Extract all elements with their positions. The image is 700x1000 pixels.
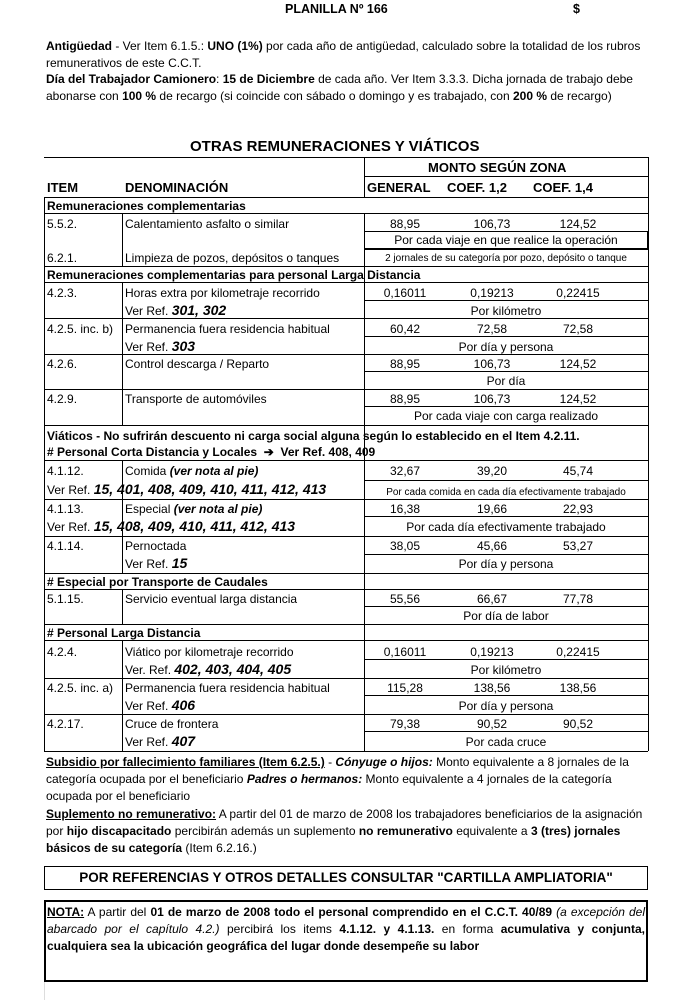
denominacion: Limpieza de pozos, depósitos o tanques [125, 251, 340, 265]
grid-line [44, 624, 648, 625]
value-coef14: 72,58 [562, 322, 594, 336]
value-coef12: 19,66 [476, 502, 508, 516]
value-general: 16,38 [389, 502, 421, 516]
value-coef14: 124,52 [559, 217, 597, 231]
reference-numbers: 406 [171, 697, 196, 713]
grid-line [44, 197, 45, 751]
row-note: Por día y persona [458, 557, 554, 571]
reference [125, 734, 195, 749]
item-code: 4.2.3. [47, 286, 78, 300]
value-coef14: 0,22415 [556, 645, 600, 659]
grid-line [44, 640, 648, 641]
value-coef14: 138,56 [559, 681, 597, 695]
grid-line [364, 249, 648, 250]
value-general: 88,95 [389, 357, 421, 371]
grid-line [122, 640, 123, 751]
dia-camionero-text-c: de recargo (si coincide con sábado o domingo y es trabajado, con [156, 89, 513, 103]
suplemento-text-d: (Item 6.2.16.) [182, 841, 257, 855]
suplemento-hijo: hijo discapacitado [66, 824, 172, 838]
subsidio-text-b: Monto equivalente a 8 jornales de la categoría ocupada por el beneficiario [46, 755, 629, 786]
reference-prefix: Ver Ref. [125, 304, 172, 318]
value-coef12: 106,73 [473, 217, 511, 231]
nota-acumulativa: acumulativa y conjunta, cualquiera sea la ubicación geográfica del lugar donde desempeñe su labor [47, 922, 645, 953]
item-code: 5.1.15. [47, 592, 84, 606]
grid-line [44, 678, 648, 679]
reference-prefix: Ver Ref. [47, 520, 94, 534]
reference [125, 303, 226, 318]
item-code: 4.2.5. inc. a) [47, 681, 114, 695]
subsidio-label: Subsidio por fallecimiento familiares (Item 6.2.5.) [46, 755, 325, 769]
nota-text-c: en forma [434, 922, 501, 936]
grid-line [122, 213, 123, 266]
value-coef12: 0,19213 [470, 645, 514, 659]
grid-line [122, 460, 123, 573]
grid-line [364, 371, 648, 372]
denominacion: Permanencia fuera residencia habitual [125, 681, 330, 695]
value-coef14: 90,52 [562, 717, 594, 731]
value-coef14: 0,22415 [556, 286, 600, 300]
denominacion: Cruce de frontera [125, 717, 219, 731]
section-larga-distancia: Remuneraciones complementarias para personal Larga Distancia [47, 268, 421, 282]
suplemento-text-a: A partir del 01 de marzo de 2008 los trabajadores beneficiarios de la asignación por [46, 807, 643, 838]
suplemento-jornales: 3 (tres) jornales básicos de su categoría [46, 824, 621, 855]
denominacion: Horas extra por kilometraje recorrido [125, 286, 320, 300]
row-note: Por día y persona [458, 699, 554, 713]
antiguedad-label: Antigüedad [46, 39, 112, 53]
reference-numbers: 15, 401, 408, 409, 410, 411, 412, 413 [93, 481, 327, 497]
reference-numbers: 402, 403, 404, 405 [174, 661, 292, 677]
reference [125, 662, 291, 677]
reference-numbers: 407 [171, 733, 196, 749]
denominacion: Calentamiento asfalto o similar [125, 217, 290, 231]
dia-camionero-label: Día del Trabajador Camionero [46, 72, 217, 86]
antiguedad-text-a: - Ver Item 6.1.5.: [112, 39, 208, 53]
section-corta-label: # Personal Corta Distancia y Locales [47, 445, 258, 459]
grid-line [44, 197, 648, 198]
row-note: Por día [486, 374, 526, 388]
dia-camionero-paragraph [46, 71, 656, 105]
row-note: 2 jornales de su categoría por pozo, depósito o tanque [385, 253, 627, 264]
suplemento-no-remunerativo: no remunerativo [358, 824, 453, 838]
reference [125, 339, 195, 354]
value-general: 79,38 [389, 717, 421, 731]
nota-label: NOTA: [47, 905, 85, 919]
grid-line [122, 589, 123, 624]
dia-camionero-text-d: de recargo) [547, 89, 612, 103]
row-note: Por día y persona [458, 340, 554, 354]
reference [47, 482, 326, 497]
suplemento-text-c: equivalente a [452, 824, 531, 838]
value-coef12: 66,67 [476, 592, 508, 606]
item-code: 4.2.6. [47, 357, 78, 371]
item-code: 4.2.9. [47, 392, 78, 406]
col-denominacion-header: DENOMINACIÓN [125, 180, 229, 195]
subsidio-text-a: - [324, 755, 336, 769]
grid-line [364, 695, 648, 696]
item-code: 4.2.4. [47, 645, 78, 659]
suplemento-paragraph [46, 806, 646, 857]
value-general: 0,16011 [383, 286, 427, 300]
nota-excepcion: (a excepción del abarcado por el capítulo 4.2.) [47, 905, 646, 936]
value-general: 32,67 [389, 464, 421, 478]
value-coef14: 22,93 [562, 502, 594, 516]
dia-camionero-200: 200 % [512, 89, 548, 103]
grid-line [44, 389, 648, 390]
grid-line [364, 480, 648, 481]
grid-line [44, 499, 648, 500]
value-general: 88,95 [389, 217, 421, 231]
banner-text: POR REFERENCIAS Y OTROS DETALLES CONSULTAR "CARTILLA AMPLIATORIA" [79, 870, 613, 885]
value-general: 38,05 [389, 539, 421, 553]
item-code: 4.2.17. [47, 717, 84, 731]
grid-line [44, 714, 648, 715]
dia-camionero-date: 15 de Diciembre [222, 72, 315, 86]
denominacion-note: (ver nota al pie) [169, 464, 259, 478]
value-coef14: 124,52 [559, 357, 597, 371]
reference-numbers: 301, 302 [171, 302, 227, 318]
grid-line [364, 300, 648, 301]
value-coef14: 53,27 [562, 539, 594, 553]
denominacion: Transporte de automóviles [125, 392, 267, 406]
grid-line [44, 573, 648, 574]
item-code: 4.1.12. [47, 464, 84, 478]
grid-line [44, 157, 648, 158]
viaticos-note: Viáticos - No sufrirán descuento ni carga social alguna según lo establecido en el Item 4.2.11. [47, 429, 580, 443]
value-coef12: 106,73 [473, 392, 511, 406]
row-note: Por cada día efectivamente trabajado [406, 520, 606, 534]
value-coef14: 77,78 [562, 592, 594, 606]
denominacion [125, 502, 262, 516]
grid-line [44, 213, 648, 214]
row-note: Por cada cruce [465, 735, 547, 749]
table-title: OTRAS REMUNERACIONES Y VIÁTICOS [190, 138, 480, 155]
row-note: Por cada viaje con carga realizado [413, 409, 599, 423]
nota-text-a: A partir del [84, 905, 151, 919]
grid-line [44, 425, 648, 426]
antiguedad-percent: UNO (1%) [207, 39, 263, 53]
grid-line [648, 157, 649, 751]
denominacion-text: Comida [125, 464, 170, 478]
item-code: 4.2.5. inc. b) [47, 322, 114, 336]
grid-line [364, 336, 648, 337]
value-general: 0,16011 [383, 645, 427, 659]
section-remuneraciones-complementarias: Remuneraciones complementarias [47, 199, 246, 213]
subsidio-text-c: Monto equivalente a 4 jornales de la categoría ocupada por el beneficiario [46, 772, 612, 803]
grid-line [44, 266, 648, 267]
grid-line [44, 751, 648, 752]
antiguedad-text-b: por cada año de antigüedad, calculado sobre la totalidad de los rubros remunerativos de este C.C.T. [46, 39, 641, 70]
subsidio-conyuge: Cónyuge o hijos: [335, 755, 433, 769]
reference-prefix: Ver Ref. [47, 483, 94, 497]
reference [47, 519, 295, 534]
value-general: 88,95 [389, 392, 421, 406]
value-coef12: 0,19213 [470, 286, 514, 300]
reference-prefix: Ver. Ref. [125, 663, 175, 677]
nota-text-b: percibirá los items [219, 922, 340, 936]
value-general: 55,56 [389, 592, 421, 606]
page-margin-line [44, 982, 649, 1000]
value-coef14: 124,52 [559, 392, 597, 406]
value-coef12: 90,52 [476, 717, 508, 731]
denominacion: Permanencia fuera residencia habitual [125, 322, 330, 336]
denominacion-text: Especial [125, 502, 174, 516]
page-title: PLANILLA Nº 166 [285, 2, 388, 16]
reference-prefix: Ver Ref. [125, 557, 172, 571]
nota-date: 01 de marzo de 2008 [150, 905, 271, 919]
col-item-header: ITEM [47, 180, 79, 195]
nota-personal: todo el personal comprendido en el C.C.T. 40/89 [270, 905, 553, 919]
grid-line [44, 354, 648, 355]
section-caudales: # Especial por Transporte de Caudales [47, 575, 268, 589]
grid-line [44, 318, 648, 319]
reference-prefix: Ver Ref. [125, 340, 172, 354]
denominacion: Control descarga / Reparto [125, 357, 270, 371]
denominacion: Viático por kilometraje recorrido [125, 645, 294, 659]
grid-line [364, 606, 648, 607]
reference-numbers: 303 [171, 338, 196, 354]
row-note: Por kilómetro [470, 304, 542, 318]
section-corta-ref: Ver Ref. 408, 409 [280, 445, 376, 459]
value-coef12: 138,56 [473, 681, 511, 695]
denominacion: Pernoctada [125, 539, 187, 553]
grid-line [364, 406, 648, 407]
grid-line [364, 659, 648, 660]
value-general: 115,28 [387, 681, 423, 695]
value-coef12: 39,20 [476, 464, 508, 478]
dia-camionero-text-a: : [216, 72, 223, 86]
section-personal-larga-distancia: # Personal Larga Distancia [47, 626, 201, 640]
row-note: Por cada viaje en que realice la operación [394, 233, 618, 247]
item-code: 4.1.14. [47, 539, 84, 553]
reference-prefix: Ver Ref. [125, 735, 172, 749]
grid-line [44, 460, 648, 461]
suplemento-text-b: percibirán además un suplemento [171, 824, 359, 838]
grid-line [44, 589, 648, 590]
dia-camionero-text-b: de cada año. Ver Item 3.3.3. Dicha jornada de trabajo debe abonarse con [46, 72, 633, 103]
reference-numbers: 15 [171, 555, 188, 571]
arrow-right-icon: ➔ [263, 445, 274, 459]
section-corta-distancia [47, 445, 375, 459]
denominacion: Servicio eventual larga distancia [125, 592, 298, 606]
item-code: 5.5.2. [47, 217, 78, 231]
subsidio-paragraph [46, 754, 646, 805]
grid-line [364, 731, 648, 732]
grid-line [44, 282, 648, 283]
nota-paragraph [47, 904, 645, 955]
col-coef12-header: COEF. 1,2 [447, 180, 507, 195]
value-coef14: 45,74 [562, 464, 594, 478]
row-note: Por cada comida en cada día efectivamente trabajado [386, 487, 626, 498]
nota-items: 4.1.12. y 4.1.13. [339, 922, 435, 936]
grid-line [364, 516, 648, 517]
grid-line [44, 536, 648, 537]
reference-numbers: 15, 408, 409, 410, 411, 412, 413 [93, 518, 296, 534]
dia-camionero-100: 100 % [122, 89, 157, 103]
subsidio-padres: Padres o hermanos: [246, 772, 363, 786]
value-coef12: 72,58 [476, 322, 508, 336]
value-general: 60,42 [389, 322, 421, 336]
item-code: 4.1.13. [47, 502, 84, 516]
reference [125, 556, 187, 571]
value-coef12: 45,66 [476, 539, 508, 553]
currency-symbol: $ [573, 2, 580, 16]
denominacion-note: (ver nota al pie) [173, 502, 263, 516]
item-code: 6.2.1. [47, 251, 78, 265]
row-note: Por kilómetro [470, 663, 542, 677]
denominacion [125, 464, 258, 478]
suplemento-label: Suplemento no remunerativo: [46, 807, 217, 821]
monto-header: MONTO SEGÚN ZONA [428, 160, 567, 175]
reference [125, 698, 195, 713]
col-general-header: GENERAL [367, 180, 431, 195]
col-coef14-header: COEF. 1,4 [533, 180, 593, 195]
grid-line [364, 554, 648, 555]
grid-line [364, 157, 365, 197]
antiguedad-paragraph [46, 38, 656, 72]
row-note: Por día de labor [463, 609, 549, 623]
reference-prefix: Ver Ref. [125, 699, 172, 713]
value-coef12: 106,73 [473, 357, 511, 371]
grid-line [364, 176, 648, 177]
